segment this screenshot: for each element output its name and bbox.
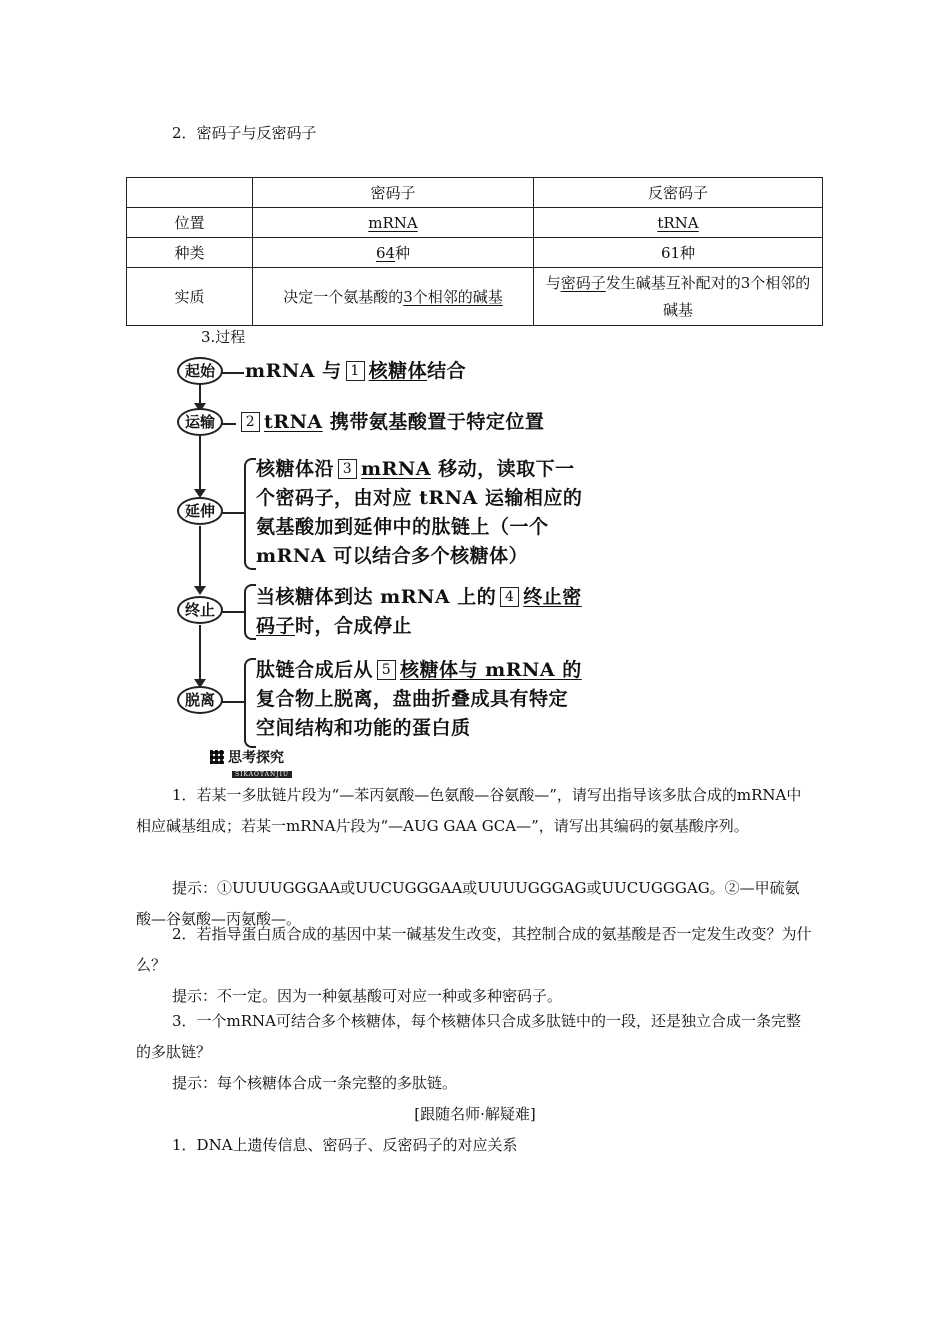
table-cell bbox=[534, 208, 823, 238]
question-1: 1．若某一多肽链片段为“—苯丙氨酸—色氨酸—谷氨酸—”，请写出指导该多肽合成的mRNA中相应碱基组成；若某一mRNA片段为“—AUG GAA GCA—”，请写出其编码的氨基酸序列。 bbox=[136, 786, 802, 835]
step-line: mRNA 可以结合多个核糖体） bbox=[256, 545, 529, 567]
step-transport-text bbox=[237, 408, 544, 437]
node-transport: 运输 bbox=[177, 408, 223, 436]
badge-title-row bbox=[210, 747, 292, 767]
section-heading: 2．密码子与反密码子 bbox=[172, 124, 317, 142]
row-label: 实质 bbox=[127, 268, 253, 326]
flow-dash bbox=[222, 372, 244, 374]
step-release-text bbox=[256, 656, 582, 743]
step-fill: 核糖体与 mRNA 的 bbox=[400, 659, 582, 681]
flow-connector bbox=[199, 526, 201, 590]
codon-count-unit: 种 bbox=[395, 244, 411, 262]
step-fill: mRNA bbox=[361, 458, 432, 480]
step-initiation-text bbox=[245, 357, 466, 386]
brace bbox=[244, 458, 256, 570]
step-text: 核糖体沿 bbox=[256, 458, 335, 480]
anticodon-essence-fill: 密码子 bbox=[560, 273, 606, 292]
anticodon-essence-text: 与 bbox=[545, 273, 561, 292]
step-text: mRNA 与 bbox=[245, 360, 342, 382]
step-line: 复合物上脱离，盘曲折叠成具有特定 bbox=[256, 688, 569, 710]
section-banner: [跟随名师·解疑难] bbox=[414, 1105, 536, 1123]
question-3: 3．一个mRNA可结合多个核糖体，每个核糖体只合成多肽链中的一段，还是独立合成一条完整的多肽链？ bbox=[136, 1012, 802, 1061]
flow-arrow bbox=[194, 586, 206, 595]
table-cell bbox=[253, 208, 534, 238]
anticodon-position: tRNA bbox=[657, 213, 699, 232]
table-cell bbox=[253, 268, 534, 326]
row-label: 种类 bbox=[127, 238, 253, 268]
flow-dash bbox=[222, 512, 244, 514]
step-text: 携带氨基酸置于特定位置 bbox=[329, 411, 545, 433]
think-explore-badge bbox=[210, 747, 292, 779]
row-label: 位置 bbox=[127, 208, 253, 238]
step-termination-text bbox=[256, 583, 582, 641]
codon-count: 64 bbox=[375, 244, 396, 262]
badge-sub-row bbox=[210, 767, 292, 779]
step-number: 2 bbox=[241, 412, 260, 432]
badge-title: 思考探究 bbox=[228, 750, 284, 766]
step-text: 当核糖体到达 mRNA 上的 bbox=[256, 586, 497, 608]
table-cell: 61种 bbox=[534, 238, 823, 268]
process-title: 3.过程 bbox=[201, 328, 246, 346]
table-header-row bbox=[127, 178, 823, 208]
answer-2: 提示：不一定。因为一种氨基酸可对应一种或多种密码子。 bbox=[172, 987, 563, 1005]
step-number: 4 bbox=[500, 587, 519, 607]
grid-icon bbox=[210, 750, 224, 764]
brace bbox=[244, 584, 256, 640]
brace bbox=[244, 658, 256, 748]
flow-connector bbox=[199, 436, 201, 493]
node-termination: 终止 bbox=[177, 596, 223, 624]
table-header-cell bbox=[127, 178, 253, 208]
node-initiation: 起始 bbox=[177, 357, 223, 385]
badge-subtitle: SIKAOTANJIU bbox=[232, 771, 292, 778]
step-line: 个密码子，由对应 tRNA 运输相应的 bbox=[256, 487, 583, 509]
answer-3: 提示：每个核糖体合成一条完整的多肽链。 bbox=[172, 1074, 458, 1092]
step-line bbox=[256, 656, 582, 685]
step-number: 1 bbox=[346, 361, 365, 381]
flow-connector bbox=[199, 625, 201, 683]
step-fill: tRNA bbox=[264, 411, 323, 433]
step-text: 结合 bbox=[427, 360, 467, 382]
codon-essence-fill: 3个相邻的碱基 bbox=[403, 288, 503, 306]
step-line: 氨基酸加到延伸中的肽链上（一个 bbox=[256, 516, 549, 538]
step-number: 3 bbox=[338, 459, 357, 479]
step-line bbox=[256, 455, 582, 484]
codon-position: mRNA bbox=[368, 213, 418, 232]
step-fill: 终止密 bbox=[523, 586, 582, 608]
table-row bbox=[127, 238, 823, 268]
node-elongation: 延伸 bbox=[177, 497, 223, 525]
flow-dash bbox=[222, 701, 244, 703]
step-line: 空间结构和功能的蛋白质 bbox=[256, 717, 471, 739]
table-row bbox=[127, 268, 823, 326]
table-cell bbox=[534, 268, 823, 326]
step-line bbox=[256, 583, 582, 612]
table-header-cell: 反密码子 bbox=[534, 178, 823, 208]
answer-1: 提示：①UUUUGGGAA或UUCUGGGAA或UUUUGGGAG或UUCUGGGAG。②—甲硫氨酸—谷氨酸—丙氨酸—。 bbox=[136, 879, 800, 928]
table-header-cell: 密码子 bbox=[253, 178, 534, 208]
flow-dash bbox=[222, 611, 244, 613]
step-fill: 码子 bbox=[256, 615, 296, 637]
codon-essence-text: 决定一个氨基酸的 bbox=[283, 288, 404, 306]
step-number: 5 bbox=[377, 660, 396, 680]
step-text: 移动，读取下一 bbox=[438, 458, 575, 480]
table-row bbox=[127, 208, 823, 238]
last-heading: 1．DNA上遗传信息、密码子、反密码子的对应关系 bbox=[172, 1136, 518, 1154]
flow-dash bbox=[222, 423, 236, 425]
node-release: 脱离 bbox=[177, 686, 223, 714]
question-2: 2．若指导蛋白质合成的基因中某一碱基发生改变，其控制合成的氨基酸是否一定发生改变？为什么？ bbox=[136, 925, 812, 974]
table-cell bbox=[253, 238, 534, 268]
codon-anticodon-table bbox=[126, 177, 823, 326]
step-line bbox=[256, 612, 582, 641]
step-elongation-text bbox=[256, 455, 582, 571]
anticodon-essence-text: 发生碱基互补配对的3个相邻的碱基 bbox=[605, 273, 811, 319]
step-text: 肽链合成后从 bbox=[256, 659, 374, 681]
step-text: 时，合成停止 bbox=[295, 615, 413, 637]
step-fill: 核糖体 bbox=[368, 360, 428, 382]
